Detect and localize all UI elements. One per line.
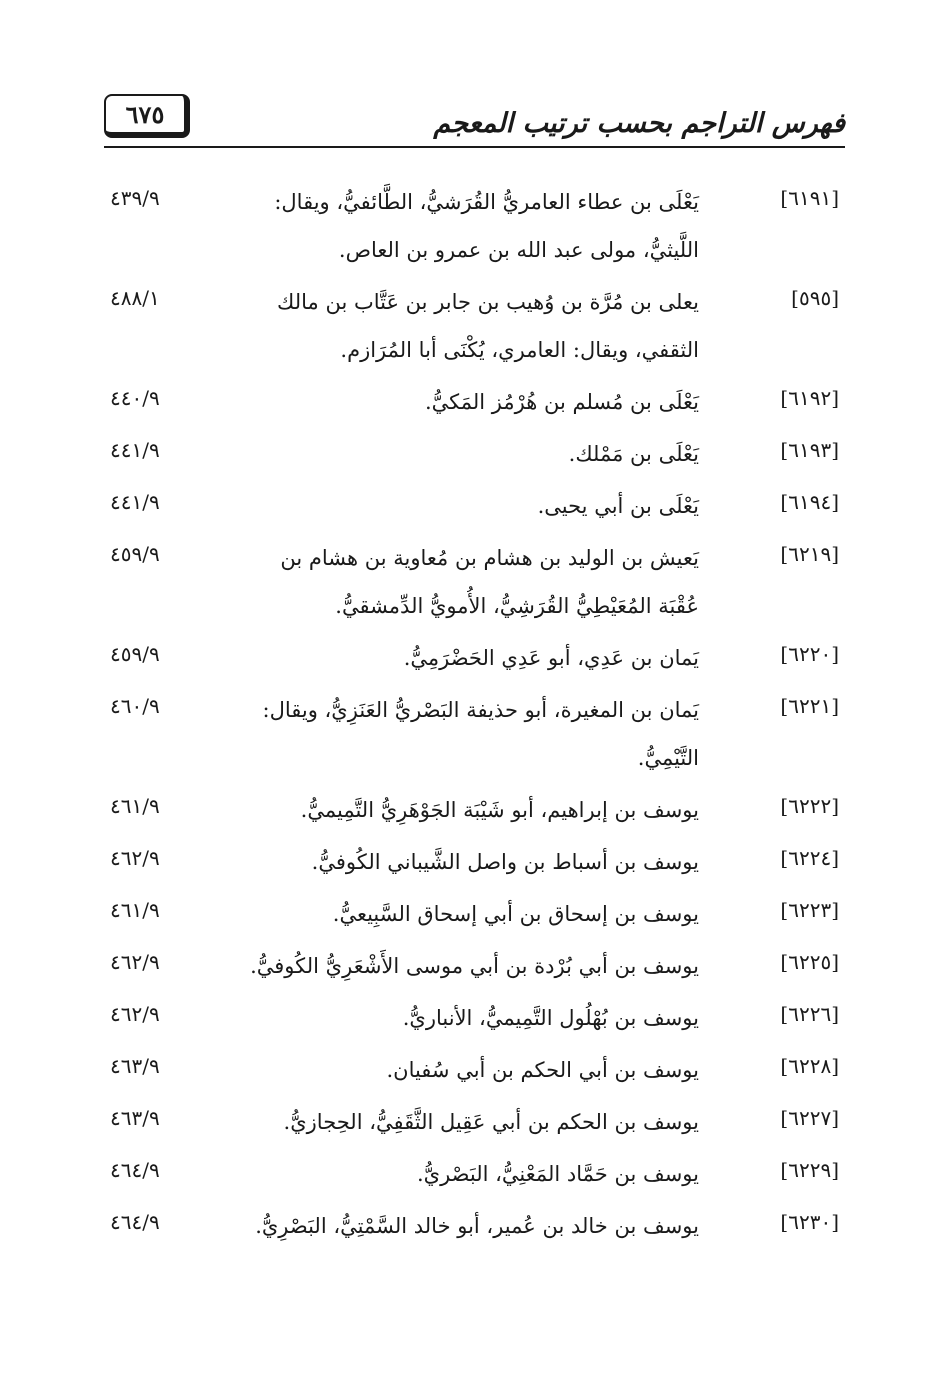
entry-ref: ٤٦٤/٩: [110, 1210, 160, 1234]
entry-text: يَعْلَى بن أبي يحيى.: [537, 494, 699, 518]
entry-ref: ٤٥٩/٩: [110, 542, 160, 566]
entry-text: يوسف بن خالد بن عُمير، أبو خالد السَّمْتِيُّ، البَصْرِيُّ.: [255, 1214, 699, 1238]
entry-text: يَمان بن عَدِي، أبو عَدِي الحَضْرَمِيُّ.: [403, 646, 699, 670]
entry-ref: ٤٦٢/٩: [110, 1002, 160, 1026]
entry-text: يَعيش بن الوليد بن هشام بن مُعاوية بن هشام بن عُقْبَة المُعَيْطِيُّ القُرَشِيُّ، الأُمويُّ الدِّمشقيُّ.: [280, 546, 699, 618]
entry-ref: ٤٦١/٩: [110, 898, 160, 922]
entry-id: [٦٢٢٧]: [780, 1106, 839, 1130]
entry-id: [٦٢٣٠]: [780, 1210, 839, 1234]
entry-text: يوسف بن أبي بُرْدة بن أبي موسى الأَشْعَرِيُّ الكُوفيُّ.: [250, 954, 699, 978]
entry-ref: ٤٤١/٩: [110, 438, 160, 462]
entry-ref: ٤٤٠/٩: [110, 386, 160, 410]
entry-id: [٦٢٢٩]: [780, 1158, 839, 1182]
entry-ref: ٤٨٨/١: [110, 286, 160, 310]
index-entries: [110, 182, 839, 1258]
entry-text: يوسف بن بُهْلُول التَّمِيميُّ، الأنباريُّ.: [402, 1006, 699, 1030]
index-entry: [110, 838, 839, 886]
entry-ref: ٤٦٢/٩: [110, 950, 160, 974]
entry-id: [٦٢٢٨]: [780, 1054, 839, 1078]
entry-id: [٦٢٢٥]: [780, 950, 839, 974]
entry-text: يعلى بن مُرَّة بن وُهيب بن جابر بن عَتَّاب بن مالك الثقفي، ويقال: العامري، يُكْنَى أبا المُرَازم.: [277, 290, 699, 362]
entry-ref: ٤٤١/٩: [110, 490, 160, 514]
entry-text: يَمان بن المغيرة، أبو حذيفة البَصْريُّ العَنَزِيُّ، ويقال: التَّيْمِيُّ.: [262, 698, 699, 770]
entry-text: يوسف بن أسباط بن واصل الشَّيباني الكُوفيُّ.: [311, 850, 699, 874]
entry-text: يَعْلَى بن مُسلم بن هُرْمُز المَكيُّ.: [424, 390, 699, 414]
entry-ref: ٤٦١/٩: [110, 794, 160, 818]
page-number: ٦٧٥: [104, 94, 190, 138]
entry-text: يوسف بن الحكم بن أبي عَقِيل الثَّقَفِيُّ، الحِجازيُّ.: [283, 1110, 699, 1134]
index-entry: [110, 634, 839, 682]
entry-id: [٦١٩٤]: [780, 490, 839, 514]
index-entry: [110, 1202, 839, 1250]
index-entry: [110, 278, 839, 374]
entry-ref: ٤٦٠/٩: [110, 694, 160, 718]
entry-ref: ٤٦٣/٩: [110, 1106, 160, 1130]
entry-id: [٦٢٢٦]: [780, 1002, 839, 1026]
index-entry: [110, 1098, 839, 1146]
index-entry: [110, 994, 839, 1042]
entry-text: يوسف بن إبراهيم، أبو شَيْبَة الجَوْهَرِيُّ التَّمِيميُّ.: [300, 798, 699, 822]
index-entry: [110, 1150, 839, 1198]
running-title: فهرس التراجم بحسب ترتيب المعجم: [433, 108, 845, 139]
entry-id: [٦٢٢١]: [780, 694, 839, 718]
entry-text: يوسف بن أبي الحكم بن أبي سُفيان.: [386, 1058, 699, 1082]
entry-id: [٦١٩١]: [780, 186, 839, 210]
entry-ref: ٤٦٢/٩: [110, 846, 160, 870]
index-entry: [110, 942, 839, 990]
header-rule: [104, 146, 845, 148]
entry-id: [٦٢١٩]: [780, 542, 839, 566]
entry-id: [٥٩٥]: [791, 286, 839, 310]
index-entry: [110, 1046, 839, 1094]
index-entry: [110, 482, 839, 530]
entry-ref: ٤٥٩/٩: [110, 642, 160, 666]
index-entry: [110, 378, 839, 426]
index-entry: [110, 686, 839, 782]
entry-ref: ٤٦٣/٩: [110, 1054, 160, 1078]
entry-id: [٦١٩٣]: [780, 438, 839, 462]
entry-text: يوسف بن إسحاق بن أبي إسحاق السَّبِيعيُّ.: [332, 902, 699, 926]
entry-text: يَعْلَى بن عطاء العامريُّ القُرَشيُّ، الطَّائفيُّ، ويقال: اللَّيثيُّ، مولى عبد الله بن عمرو بن العاص.: [274, 190, 699, 262]
entry-text: يَعْلَى بن مَمْلك.: [568, 442, 699, 466]
entry-ref: ٤٦٤/٩: [110, 1158, 160, 1182]
entry-text: يوسف بن حَمَّاد المَعْنِيُّ، البَصْريُّ.: [416, 1162, 699, 1186]
index-entry: [110, 890, 839, 938]
entry-id: [٦٢٢٠]: [780, 642, 839, 666]
index-entry: [110, 786, 839, 834]
index-entry: [110, 178, 839, 274]
entry-id: [٦٢٢٢]: [780, 794, 839, 818]
index-entry: [110, 430, 839, 478]
entry-id: [٦١٩٢]: [780, 386, 839, 410]
index-entry: [110, 534, 839, 630]
entry-ref: ٤٣٩/٩: [110, 186, 160, 210]
entry-id: [٦٢٢٤]: [780, 846, 839, 870]
entry-id: [٦٢٢٣]: [780, 898, 839, 922]
